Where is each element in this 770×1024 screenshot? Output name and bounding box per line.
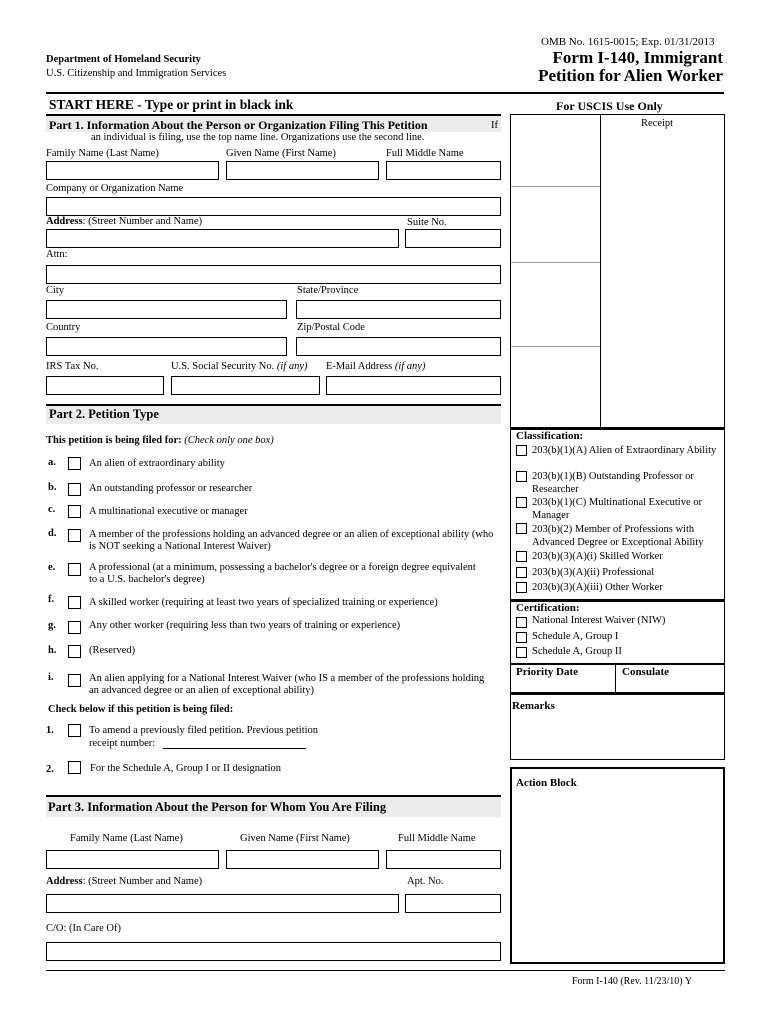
amend-checkbox[interactable] [68,724,81,737]
company-name-input[interactable] [46,197,501,216]
part2-intro [46,435,274,446]
address-label-bold: Address [46,216,83,227]
form-title-line1: Form I-140, Immigrant [552,48,723,67]
option-text: A skilled worker (requiring at least two years of specialized training or experience) [89,597,438,608]
footer-rule [46,970,725,971]
action-block-label: Action Block [516,777,577,789]
middle-name-label: Full Middle Name [386,148,464,159]
p3-address-label-bold: Address [46,876,83,887]
ssn-label-note: (if any) [276,361,308,372]
option-c-checkbox[interactable] [68,505,81,518]
email-label-text: E-Mail Address [326,361,393,372]
footer-form-number: Form I-140 (Rev. 11/23/10) Y [572,976,692,987]
country-label: Country [46,322,81,333]
option-letter: f. [48,594,55,605]
class-item: 203(b)(1)(B) Outstanding Professor or Researcher [532,471,694,495]
petitioner-street-input[interactable] [46,229,399,248]
amend-text: To amend a previously filed petition. Previous petition [89,725,319,736]
option-f-checkbox[interactable] [68,596,81,609]
option-text: A multinational executive or manager [89,506,248,517]
part1-note: an individual is filing, use the top name line. Organizations use the second line. [91,132,425,143]
care-of-input[interactable] [46,942,501,961]
option-text: A member of the professions holding an advanced degree or an alien of exceptional ability (who is NOT seeking a National Interest Waiver) [89,529,494,552]
receipt-box [510,114,725,428]
option-text: An alien applying for a National Interest Waiver (who IS a member of the professions holding an advanced degree or an alien of exceptional ability) [89,673,485,696]
part2-title: Part 2. Petition Type [49,407,159,421]
beneficiary-given-name-input[interactable] [226,850,379,869]
option-g-checkbox[interactable] [68,621,81,634]
option-d-checkbox[interactable] [68,529,81,542]
receipt-divider [600,114,601,428]
irs-input[interactable] [46,376,164,395]
petitioner-given-name-input[interactable] [226,161,379,180]
option-letter: h. [48,645,57,656]
option-letter: a. [48,457,56,468]
receipt-number-input[interactable] [163,748,306,749]
cert-item: Schedule A, Group I [532,631,619,642]
class-item: 203(b)(1)(A) Alien of Extraordinary Ability [532,445,717,456]
agency-name: U.S. Citizenship and Immigration Services [46,68,227,79]
option-text: An outstanding professor or researcher [89,483,253,494]
class-item: 203(b)(3)(A)(i) Skilled Worker [532,551,663,562]
class-item: 203(b)(3)(A)(ii) Professional [532,567,655,578]
class-4-checkbox[interactable] [516,523,527,534]
receipt-label: Receipt [641,118,674,129]
ssn-input[interactable] [171,376,320,395]
cert-item: Schedule A, Group II [532,646,622,657]
form-title [423,49,723,85]
class-7-checkbox[interactable] [516,582,527,593]
petitioner-suite-input[interactable] [405,229,501,248]
part3-title: Part 3. Information About the Person for Whom You Are Filing [48,800,387,814]
priority-divider [615,664,616,693]
option-a-checkbox[interactable] [68,457,81,470]
schedule-a-checkbox[interactable] [68,761,81,774]
email-label-note: (if any) [394,361,426,372]
class-6-checkbox[interactable] [516,567,527,578]
schedule-a-text: For the Schedule A, Group I or II designation [90,763,282,774]
zip-input[interactable] [296,337,501,356]
cert-sched-a1-checkbox[interactable] [516,632,527,643]
attn-label: Attn: [46,249,68,260]
zip-label: Zip/Postal Code [297,322,365,333]
cert-item: National Interest Waiver (NIW) [532,615,666,626]
priority-date-label: Priority Date [516,666,578,678]
beneficiary-middle-name-input[interactable] [386,850,501,869]
receipt-number-label: receipt number: [89,738,156,749]
option-letter: c. [48,504,56,515]
option-h-checkbox[interactable] [68,645,81,658]
given-name-label: Given Name (First Name) [226,148,336,159]
option-text: Any other worker (requiring less than two years of training or experience) [89,620,401,631]
option-letter: i. [48,672,54,683]
omb-number: OMB No. 1615-0015; Exp. 01/31/2013 [541,36,715,48]
header-rule [46,92,724,94]
cert-sched-a2-checkbox[interactable] [516,647,527,658]
class-2-checkbox[interactable] [516,471,527,482]
p3-middle-name-label: Full Middle Name [398,833,476,844]
beneficiary-apt-input[interactable] [405,894,501,913]
petitioner-middle-name-input[interactable] [386,161,501,180]
city-input[interactable] [46,300,287,319]
option-text: An alien of extraordinary ability [89,458,225,469]
option-letter: g. [48,620,56,631]
apt-label: Apt. No. [407,876,444,887]
option-letter: d. [48,528,57,539]
option-b-checkbox[interactable] [68,483,81,496]
amend-number: 1. [46,725,54,736]
beneficiary-street-input[interactable] [46,894,399,913]
department-name: Department of Homeland Security [46,54,201,65]
uscis-title: For USCIS Use Only [556,99,663,113]
suite-label: Suite No. [407,217,447,228]
option-text: (Reserved) [89,645,136,656]
part1-title: Part 1. Information About the Person or Organization Filing This Petition [49,118,428,132]
p3-given-name-label: Given Name (First Name) [240,833,350,844]
email-label [326,361,425,372]
option-e-checkbox[interactable] [68,563,81,576]
option-letter: e. [48,562,56,573]
ssn-label [171,361,308,372]
petitioner-family-name-input[interactable] [46,161,219,180]
p3-family-name-label: Family Name (Last Name) [70,833,183,844]
address-label [46,216,202,227]
receipt-line [511,346,600,347]
part1-note-if: If [491,120,498,131]
city-label: City [46,285,65,296]
class-5-checkbox[interactable] [516,551,527,562]
ssn-label-text: U.S. Social Security No. [171,361,275,372]
option-text: A professional (at a minimum, possessing a bachelor's degree or a foreign degree equivalent to a U.S. bachelor's degree) [89,562,476,585]
beneficiary-family-name-input[interactable] [46,850,219,869]
consulate-label: Consulate [622,666,670,678]
classification-label: Classification: [516,430,584,442]
class-3-checkbox[interactable] [516,497,527,508]
irs-label: IRS Tax No. [46,361,99,372]
part2-intro-note: (Check only one box) [184,435,274,446]
start-here: START HERE - Type or print in black ink [49,97,294,112]
state-label: State/Province [297,285,359,296]
class-1-checkbox[interactable] [516,445,527,456]
receipt-line [511,186,600,187]
attn-input[interactable] [46,265,501,284]
p3-address-label-rest: : (Street Number and Name) [82,876,203,887]
class-item: 203(b)(2) Member of Professions with Advanced Degree or Exceptional Ability [532,524,704,548]
option-i-checkbox[interactable] [68,674,81,687]
action-block-box [510,767,725,964]
class-item: 203(b)(1)(C) Multinational Executive or Manager [532,497,702,521]
address-label-rest: : (Street Number and Name) [82,216,203,227]
form-title-line2: Petition for Alien Worker [538,66,723,85]
schedule-a-number: 2. [46,764,54,775]
family-name-label: Family Name (Last Name) [46,148,159,159]
receipt-line [511,262,600,263]
cert-niw-checkbox[interactable] [516,617,527,628]
part2-intro-bold: This petition is being filed for: [46,435,182,446]
class-item: 203(b)(3)(A)(iii) Other Worker [532,582,663,593]
state-input[interactable] [296,300,501,319]
p3-address-label [46,876,202,887]
email-input[interactable] [326,376,501,395]
certification-label: Certification: [516,602,580,614]
company-label: Company or Organization Name [46,183,184,194]
country-input[interactable] [46,337,287,356]
check-below-label: Check below if this petition is being filed: [48,704,234,715]
remarks-label: Remarks [512,700,555,712]
care-of-label: C/O: (In Care Of) [46,923,121,934]
option-letter: b. [48,482,57,493]
